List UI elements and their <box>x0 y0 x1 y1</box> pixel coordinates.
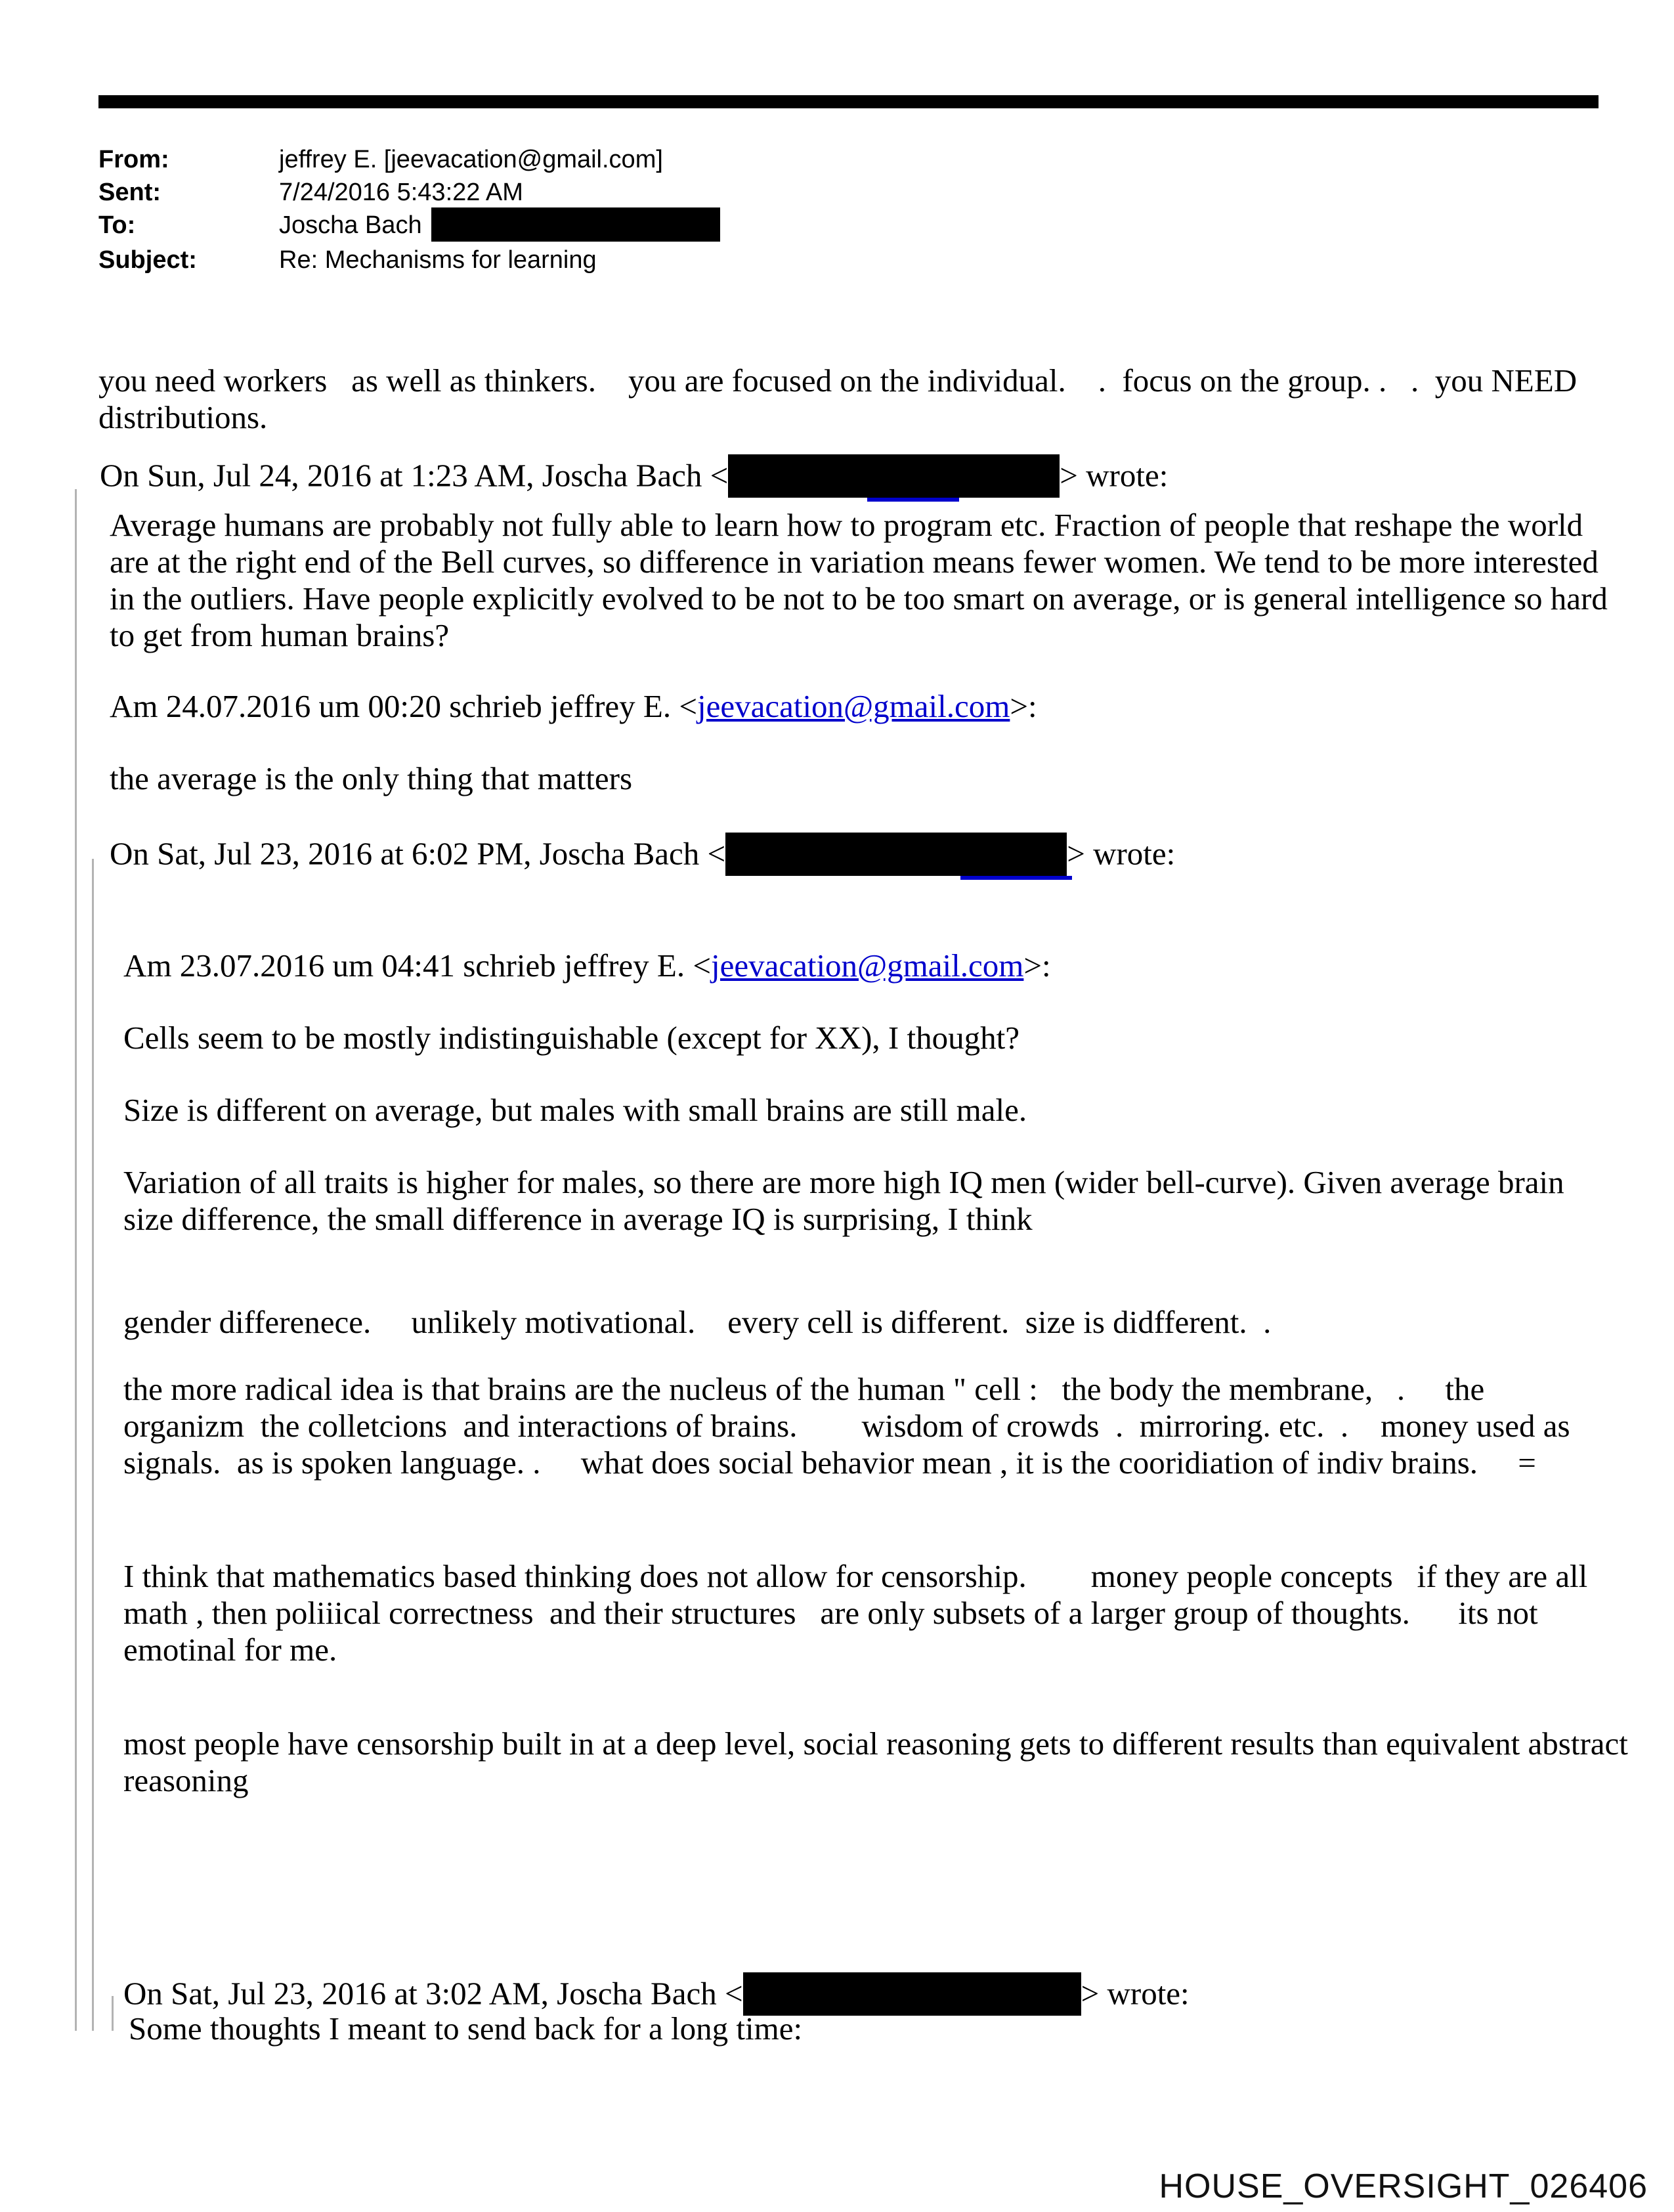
email-link[interactable]: jeevacation@gmail.com <box>697 688 1010 724</box>
email-header <box>98 143 720 276</box>
link-peek <box>867 498 959 502</box>
from-value: jeffrey E. [jeevacation@gmail.com] <box>279 146 663 173</box>
reply-attribution-2-suffix: > wrote: <box>1067 835 1176 872</box>
quote2-paragraph-4: gender differenece. unlikely motivational. every cell is different. size is didfferent. . <box>123 1304 1272 1340</box>
to-label: To: <box>98 211 136 239</box>
reply-attribution-3-suffix: > wrote: <box>1081 1975 1190 2012</box>
redaction-bar <box>728 454 1060 498</box>
reply-attribution-1 <box>100 457 1168 500</box>
to-value: Joscha Bach <box>279 211 422 239</box>
bates-number: HOUSE_OVERSIGHT_026406 <box>1159 2167 1648 2205</box>
quote1-paragraph-1: Average humans are probably not fully able to learn how to program etc. Fraction of people that reshape the world are at the right end of the Bell curves, so difference in variation means fewer women. We tend to be more interested in the outliers. Have people explicitly evolved to be not to be too smart on average, or is general intelligence so hard to get from human brains? <box>110 507 1616 653</box>
header-row-sent <box>98 176 720 209</box>
quote2-am-header <box>123 947 1051 984</box>
sent-value: 7/24/2016 5:43:22 AM <box>279 179 523 206</box>
quote1-am-suffix: >: <box>1010 688 1037 724</box>
quote1-am-prefix: Am 24.07.2016 um 00:20 schrieb jeffrey E. < <box>110 688 697 724</box>
reply-attribution-2 <box>110 835 1175 878</box>
header-row-to <box>98 209 720 244</box>
header-row-subject <box>98 244 720 276</box>
quote-level3-bar <box>112 1996 114 2031</box>
redaction-bar <box>725 833 1067 876</box>
quote-level2-bar <box>92 859 94 2031</box>
subject-label: Subject: <box>98 246 197 274</box>
quote-level1-bar <box>75 489 77 2031</box>
from-label: From: <box>98 146 169 173</box>
quote2-paragraph-6: I think that mathematics based thinking does not allow for censorship. money people concepts if they are all math , then poliiical correctness and their structures are only subsets of a larger group of thoughts. its not emotinal for me. <box>123 1558 1596 1668</box>
reply-attribution-2-prefix: On Sat, Jul 23, 2016 at 6:02 PM, Joscha Bach < <box>110 835 726 872</box>
email-link[interactable]: jeevacation@gmail.com <box>710 947 1024 984</box>
quote2-paragraph-1: Cells seem to be mostly indistinguishable (except for XX), I thought? <box>123 1020 1019 1056</box>
reply-attribution-3-prefix: On Sat, Jul 23, 2016 at 3:02 AM, Joscha Bach < <box>123 1975 743 2012</box>
redaction-bar <box>743 1972 1081 2016</box>
header-row-from <box>98 143 720 176</box>
quote2-paragraph-5: the more radical idea is that brains are the nucleus of the human " cell : the body the membrane, . the organizm the colletcions and interactions of brains. wisdom of crowds . mirroring. etc. . money used as signals. as is spoken language. . what does social behavior mean , it is the cooridiation of indiv brains. = <box>123 1371 1578 1481</box>
redaction-bar <box>431 207 720 242</box>
quote3-paragraph-1: Some thoughts I meant to send back for a long time: <box>129 2010 803 2047</box>
reply-attribution-1-prefix: On Sun, Jul 24, 2016 at 1:23 AM, Joscha Bach < <box>100 457 729 494</box>
message-intro-paragraph: you need workers as well as thinkers. you are focused on the individual. . focus on the group. . . you NEED distributions. <box>98 362 1585 435</box>
subject-value: Re: Mechanisms for learning <box>279 246 597 274</box>
quote2-paragraph-7: most people have censorship built in at a deep level, social reasoning gets to different results than equivalent abstract reasoning <box>123 1725 1637 1798</box>
header-divider-rule <box>98 95 1599 108</box>
reply-attribution-1-suffix: > wrote: <box>1060 457 1169 494</box>
quote1-am-header <box>110 688 1037 725</box>
quote2-paragraph-2: Size is different on average, but males with small brains are still male. <box>123 1092 1027 1128</box>
quote1-paragraph-2: the average is the only thing that matters <box>110 760 633 796</box>
sent-label: Sent: <box>98 179 161 206</box>
quote2-paragraph-3: Variation of all traits is higher for males, so there are more high IQ men (wider bell-curve). Given average brain size difference, the small difference in average IQ is surprising, I think <box>123 1164 1572 1237</box>
quote2-am-suffix: >: <box>1023 947 1051 984</box>
quote2-am-prefix: Am 23.07.2016 um 04:41 schrieb jeffrey E. < <box>123 947 711 984</box>
link-peek <box>960 876 1072 880</box>
